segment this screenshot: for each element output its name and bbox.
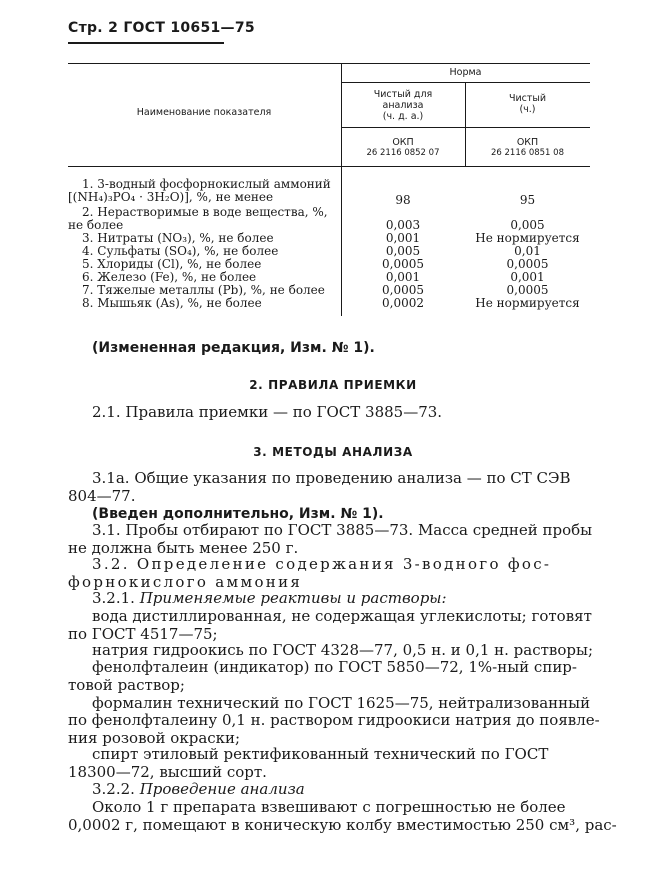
table-top-rule xyxy=(68,63,590,64)
column-header-pure-analysis xyxy=(341,89,465,122)
reagent-phenol-line1: фенолфталеин (индикатор) по ГОСТ 5850—72, 1%-ный спир- xyxy=(92,658,577,676)
row-value-1: 98 xyxy=(395,193,411,207)
p321-title: Применяемые реактивы и растворы: xyxy=(139,589,447,607)
reagent-phenolphthalein xyxy=(92,659,592,677)
paragraph-3-2-2 xyxy=(92,781,592,799)
table-header-bottom-rule xyxy=(68,166,590,167)
reagent-alcohol-line1: спирт этиловый ректификованный технический по ГОСТ xyxy=(92,745,549,763)
paragraph-3-2-1 xyxy=(92,590,592,608)
reagent-naoh xyxy=(92,642,592,660)
specs-table-body xyxy=(68,178,590,310)
reagent-water-line2: по ГОСТ 4517—75; xyxy=(68,625,218,643)
row-name: 7. Тяжелые металлы (Pb), %, не более xyxy=(82,283,325,297)
reagent-naoh-line: натрия гидроокись по ГОСТ 4328—77, 0,5 н. и 0,1 н. растворы; xyxy=(92,641,593,659)
analysis-paragraph-cont xyxy=(68,816,617,835)
row-name: 8. Мышьяк (As), %, не более xyxy=(82,296,262,310)
row-name: 2. Нерастворимые в воде вещества, %, xyxy=(82,205,328,219)
okp-label-col1: ОКП xyxy=(392,137,414,148)
p32-line1: 3.2. Определение содержания 3-водного фос- xyxy=(92,555,552,573)
paragraph-3-1 xyxy=(92,522,592,540)
row-name: 5. Хлориды (Cl), %, не более xyxy=(82,257,262,271)
row-value-2: 95 xyxy=(519,193,536,207)
row-value-2: Не нормируется xyxy=(475,296,580,310)
column-header-pure xyxy=(465,93,590,115)
paragraph-3-1a xyxy=(92,470,592,488)
reagent-alcohol-cont xyxy=(68,764,568,782)
p31-line2: не должна быть менее 250 г. xyxy=(68,539,299,557)
row-value-1: 0,003 xyxy=(385,218,421,232)
row-name: [(NH₄)₃PO₄ · 3H₂O)], %, не менее xyxy=(68,190,274,204)
section-3-title: 3. МЕТОДЫ АНАЛИЗА xyxy=(253,445,413,459)
row-value-1: 0,0002 xyxy=(382,296,424,310)
col1-line1: Чистый для xyxy=(373,89,433,100)
reagent-phenolphthalein-cont xyxy=(68,677,568,695)
p31a-line2: 804—77. xyxy=(68,487,136,505)
row-value-1: 0,005 xyxy=(385,244,421,258)
okp-value-col2: 26 2116 0851 08 xyxy=(490,148,564,158)
p322-title: Проведение анализа xyxy=(139,780,305,798)
changed-note: (Измененная редакция, Изм. № 1). xyxy=(92,340,375,356)
reagent-formalin xyxy=(92,695,592,713)
p322-number: 3.2.2. xyxy=(92,780,135,798)
row-value-1: 0,0005 xyxy=(382,283,424,297)
reagent-phenol-line2: товой раствор; xyxy=(68,676,185,694)
row-value-2: 0,0005 xyxy=(506,257,549,271)
reagent-water xyxy=(92,608,592,626)
row-value-2: 0,01 xyxy=(514,244,541,258)
row-value-1: 0,001 xyxy=(385,231,421,245)
column-header-norm: Норма xyxy=(449,67,482,78)
table-row xyxy=(68,191,590,206)
specs-table-header xyxy=(68,63,590,166)
reagent-water-line1: вода дистиллированная, не содержащая углекислоты; готовят xyxy=(92,607,592,625)
row-value-2: 0,005 xyxy=(510,218,545,232)
col1-line2: анализа xyxy=(382,100,424,111)
reagent-formalin-line2: по фенолфталеину 0,1 н. раствором гидроокиси натрия до появле- xyxy=(68,711,600,729)
reagent-alcohol xyxy=(92,746,592,764)
col2-line2: (ч.) xyxy=(519,104,536,115)
analysis-line2: 0,0002 г, помещают в коническую колбу вместимостью 250 см³, рас- xyxy=(68,816,617,834)
row-value-2: 0,001 xyxy=(510,270,545,284)
row-name: 6. Железо (Fe), %, не более xyxy=(82,270,257,284)
row-name: не более xyxy=(68,218,124,232)
col2-line1: Чистый xyxy=(508,93,547,104)
reagent-formalin-line3: ния розовой окраски; xyxy=(68,728,241,747)
reagent-formalin-line1: формалин технический по ГОСТ 1625—75, нейтрализованный xyxy=(92,694,591,712)
row-value-2: Не нормируется xyxy=(475,231,580,245)
okp-label-col2: ОКП xyxy=(516,137,539,148)
introduced-note: (Введен дополнительно, Изм. № 1). xyxy=(92,506,384,522)
row-value-1: 0,001 xyxy=(385,270,421,284)
paragraph-3-1a-cont xyxy=(68,488,568,506)
row-value-1: 0,0005 xyxy=(382,257,424,271)
page-header: Стр. 2 ГОСТ 10651—75 xyxy=(68,20,255,36)
row-name: 4. Сульфаты (SO₄), %, не более xyxy=(82,244,279,258)
okp-value-col1: 26 2116 0852 07 xyxy=(366,148,440,158)
p31-line1: 3.1. Пробы отбирают по ГОСТ 3885—73. Масса средней пробы xyxy=(92,521,593,539)
column-header-name: Наименование показателя xyxy=(136,107,272,118)
header-rule xyxy=(68,42,224,44)
p31a-line1: 3.1а. Общие указания по проведению анализа — по СТ СЭВ xyxy=(92,469,571,487)
reagent-alcohol-line2: 18300—72, высший сорт. xyxy=(68,763,267,781)
p32-line2: форнокислого аммония xyxy=(68,573,303,591)
analysis-line1: Около 1 г препарата взвешивают с погрешностью не более xyxy=(92,798,566,816)
okp-code-col1 xyxy=(341,137,465,159)
table-row xyxy=(68,297,590,310)
okp-code-col2 xyxy=(465,137,590,159)
row-value-2: 0,0005 xyxy=(506,283,549,297)
section-2-1: 2.1. Правила приемки — по ГОСТ 3885—73. xyxy=(92,403,443,421)
row-name: 1. 3-водный фосфорнокислый аммоний xyxy=(82,177,331,191)
analysis-paragraph xyxy=(92,799,592,817)
reagent-formalin-cont xyxy=(68,711,600,747)
paragraph-3-2 xyxy=(92,556,592,574)
col1-line3: (ч. д. а.) xyxy=(382,111,424,122)
row-name: 3. Нитраты (NO₃), %, не более xyxy=(82,231,274,245)
section-2-title: 2. ПРАВИЛА ПРИЕМКИ xyxy=(249,378,417,392)
p321-number: 3.2.1. xyxy=(92,589,135,607)
